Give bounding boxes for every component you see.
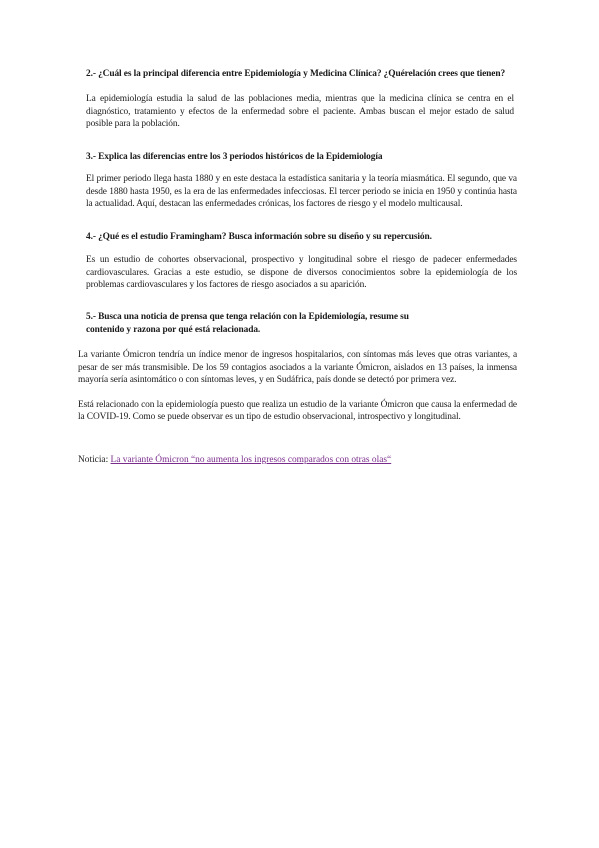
- news-summary-paragraph: La variante Ómicron tendría un índice menor de ingresos hospitalarios, con síntomas más leves que otras variantes, a pesar de ser más transmisible. De los 59 contagios asociados a la variante Ómicron, aislados en 13 países, la inmensa mayoría sería asintomático o con síntomas leves, y en Sudáfrica, país donde se detectó por primera vez.: [78, 350, 517, 386]
- question-4-block: [86, 231, 517, 292]
- question-5-answer: [78, 349, 517, 424]
- question-3-block: [86, 151, 517, 211]
- relation-paragraph: Está relacionado con la epidemiología puesto que realiza un estudio de la variante Ómicron que causa la enfermedad de la COVID-19. Como se puede observar es un tipo de estudio observacional, introspectivo y longitudinal.: [78, 399, 517, 423]
- news-line: [78, 454, 517, 467]
- question-5-title: 5.- Busca una noticia de prensa que tenga relación con la Epidemiología, resume su contenido y razona por qué está relacionada.: [86, 312, 409, 335]
- question-2-block: [86, 68, 514, 131]
- question-2-title: 2.- ¿Cuál es la principal diferencia entre Epidemiología y Medicina Clínica? ¿Quérelación crees que tienen?: [86, 69, 506, 79]
- news-link[interactable]: La variante Ómicron “no aumenta los ingresos comparados con otras olas“: [110, 455, 392, 465]
- question-2-answer: La epidemiología estudia la salud de las poblaciones media, mientras que la medicina clínica se centra en el diagnóstico, tratamiento y efectos de la enfermedad sobre el paciente. Ambas buscan el mejor estado de salud posible para la población.: [86, 94, 514, 130]
- question-5-block: [86, 311, 436, 337]
- news-label: Noticia:: [78, 455, 111, 465]
- question-4-title: 4.- ¿Qué es el estudio Framingham? Busca información sobre su diseño y su repercusión.: [86, 232, 432, 242]
- question-3-title: 3.- Explica las diferencias entre los 3 periodos históricos de la Epidemiología: [86, 152, 383, 162]
- question-3-answer: El primer periodo llega hasta 1880 y en este destaca la estadística sanitaria y la teoría miasmática. El segundo, que va desde 1880 hasta 1950, es la era de las enfermedades infecciosas. El tercer periodo se inicia en 1950 y continúa hasta la actualidad. Aquí, destacan las enfermedades crónicas, los factores de riesgo y el modelo multicausal.: [86, 174, 517, 210]
- news-reference: [78, 454, 517, 467]
- question-4-answer: Es un estudio de cohortes observacional, prospectivo y longitudinal sobre el riesgo de padecer enfermedades cardiovasculares. Gracias a este estudio, se dispone de diversos conocimientos sobre la epidemiología de los problemas cardiovasculares y los factores de riesgo asociados a su aparición.: [86, 255, 517, 291]
